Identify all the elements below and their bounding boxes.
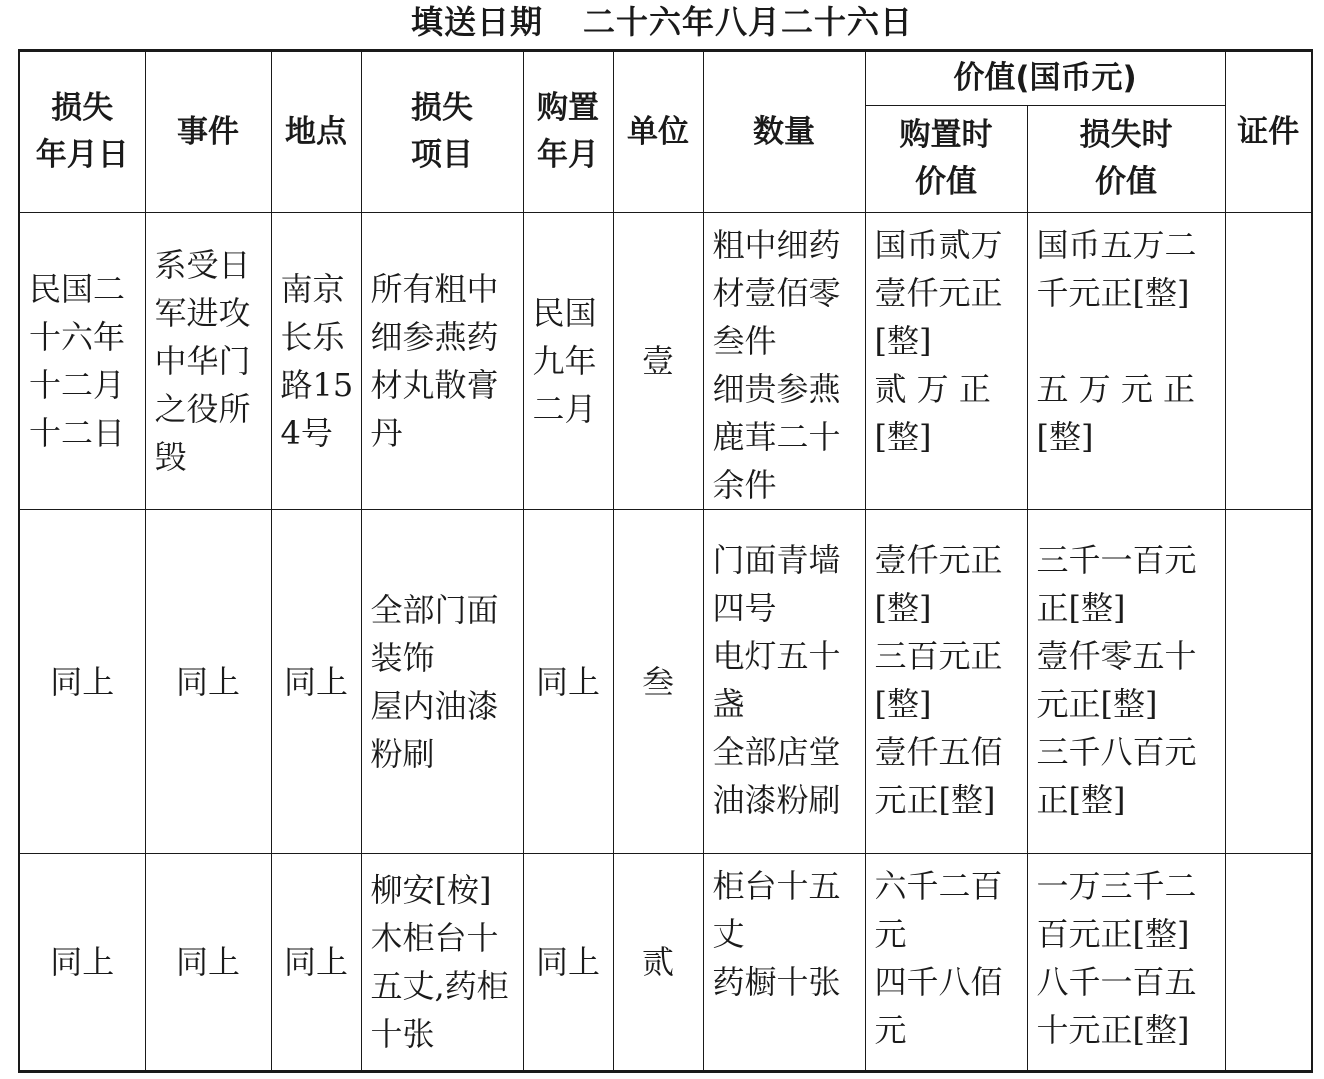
header-event: 事件 bbox=[145, 51, 271, 213]
cell-loss-item: 柳安[桉]木柜台十五丈,药柜十张 bbox=[361, 854, 523, 1072]
form-header bbox=[0, 0, 1324, 44]
header-place: 地点 bbox=[271, 51, 361, 213]
header-unit: 单位 bbox=[613, 51, 703, 213]
cell-purchase-value: 国币贰万壹仟元正[整] 贰 万 正[整] bbox=[865, 213, 1027, 510]
header-purchase-value: 购置时 价值 bbox=[865, 106, 1027, 213]
cell-loss-item: 所有粗中细参燕药材丸散膏丹 bbox=[361, 213, 523, 510]
cell-loss-value: 一万三千二百元正[整] 八千一百五十元正[整] bbox=[1027, 854, 1225, 1072]
fill-date-label: 填送日期 bbox=[410, 3, 543, 41]
cell-unit: 壹 bbox=[613, 213, 703, 510]
cell-quantity: 粗中细药材壹佰零叁件 细贵参燕鹿茸二十余件 bbox=[703, 213, 865, 510]
cell-quantity: 柜台十五丈 药橱十张 bbox=[703, 854, 865, 1072]
header-loss-item: 损失 项目 bbox=[361, 51, 523, 213]
header-loss-date: 损失 年月日 bbox=[19, 51, 145, 213]
cell-event: 同上 bbox=[145, 510, 271, 854]
cell-event: 同上 bbox=[145, 854, 271, 1072]
table-row bbox=[19, 510, 1312, 854]
cell-purchase-date: 同上 bbox=[523, 510, 613, 854]
cell-unit: 贰 bbox=[613, 854, 703, 1072]
cell-place: 南京长乐路154号 bbox=[271, 213, 361, 510]
header-purchase-date: 购置 年月 bbox=[523, 51, 613, 213]
cell-purchase-date: 民国九年二月 bbox=[523, 213, 613, 510]
table-row bbox=[19, 854, 1312, 1072]
header-loss-value: 损失时 价值 bbox=[1027, 106, 1225, 213]
header-quantity: 数量 bbox=[703, 51, 865, 213]
cell-loss-date: 同上 bbox=[19, 854, 145, 1072]
loss-report-table bbox=[18, 49, 1313, 1073]
cell-loss-date: 同上 bbox=[19, 510, 145, 854]
fill-date-value: 二十六年八月二十六日 bbox=[583, 3, 914, 41]
cell-quantity: 门面青墙四号 电灯五十盏 全部店堂油漆粉刷 bbox=[703, 510, 865, 854]
cell-loss-value: 三千一百元正[整] 壹仟零五十元正[整] 三千八百元正[整] bbox=[1027, 510, 1225, 854]
cell-place: 同上 bbox=[271, 510, 361, 854]
cell-event: 系受日军进攻中华门之役所毁 bbox=[145, 213, 271, 510]
cell-loss-item: 全部门面装饰 屋内油漆粉刷 bbox=[361, 510, 523, 854]
header-certificate: 证件 bbox=[1225, 51, 1312, 213]
cell-certificate bbox=[1225, 213, 1312, 510]
cell-certificate bbox=[1225, 854, 1312, 1072]
header-value-group: 价值(国币元) bbox=[865, 51, 1225, 106]
cell-purchase-value: 六千二百元 四千八佰元 bbox=[865, 854, 1027, 1072]
cell-purchase-value: 壹仟元正[整] 三百元正[整] 壹仟五佰元正[整] bbox=[865, 510, 1027, 854]
cell-place: 同上 bbox=[271, 854, 361, 1072]
header-row-1 bbox=[19, 51, 1312, 106]
cell-unit: 叁 bbox=[613, 510, 703, 854]
cell-certificate bbox=[1225, 510, 1312, 854]
cell-loss-value: 国币五万二千元正[整] 五 万 元 正[整] bbox=[1027, 213, 1225, 510]
cell-loss-date: 民国二十六年十二月十二日 bbox=[19, 213, 145, 510]
cell-purchase-date: 同上 bbox=[523, 854, 613, 1072]
table-row bbox=[19, 213, 1312, 510]
